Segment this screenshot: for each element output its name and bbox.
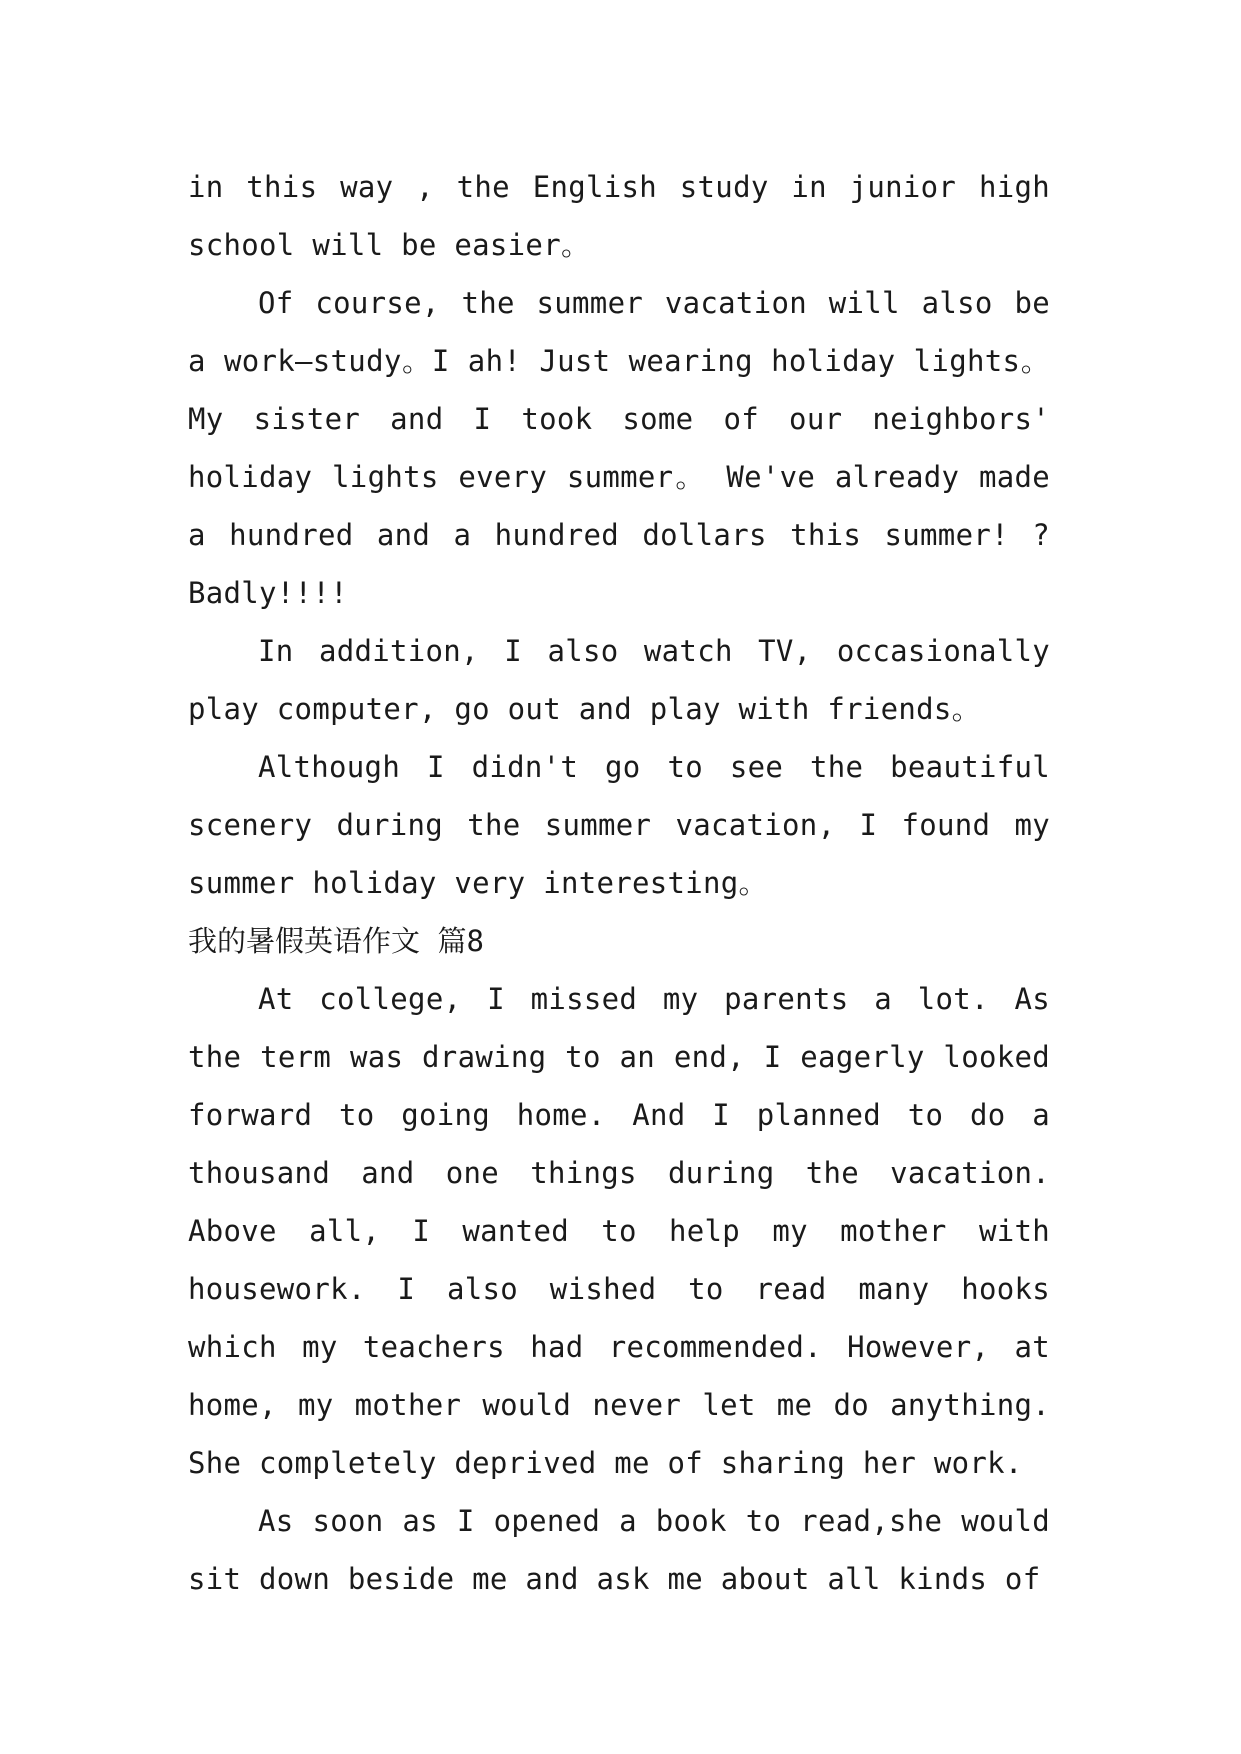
paragraph-3: In addition, I also watch TV, occasionally play computer, go out and play with friends。 bbox=[188, 634, 1050, 726]
document-page bbox=[188, 158, 1050, 1608]
paragraph-4: Although I didn't go to see the beautiful scenery during the summer vacation, I found my summer holiday very interesting。 bbox=[188, 750, 1050, 900]
paragraph-1: in this way , the English study in junior high school will be easier。 bbox=[188, 170, 1050, 262]
paragraph-5: At college, I missed my parents a lot. As the term was drawing to an end, I eagerly looked forward to going home. And I planned to do a thousand and one things during the vacation. Above all, I wanted to help my mother with housework. I also wished to read many hooks which my teachers had recommended. However, at home, my mother would never let me do anything. She completely deprived me of sharing her work. bbox=[188, 982, 1050, 1480]
paragraph-6: As soon as I opened a book to read,she would sit down beside me and ask me about all kinds of bbox=[188, 1504, 1050, 1596]
section-heading: 我的暑假英语作文 篇8 bbox=[188, 924, 484, 958]
paragraph-2: Of course, the summer vacation will also be a work—study。I ah! Just wearing holiday lights。My sister and I took some of our neighbors' holiday lights every summer。 We've already made a hundred and a hundred dollars this summer! ? Badly!!!! bbox=[188, 286, 1050, 610]
